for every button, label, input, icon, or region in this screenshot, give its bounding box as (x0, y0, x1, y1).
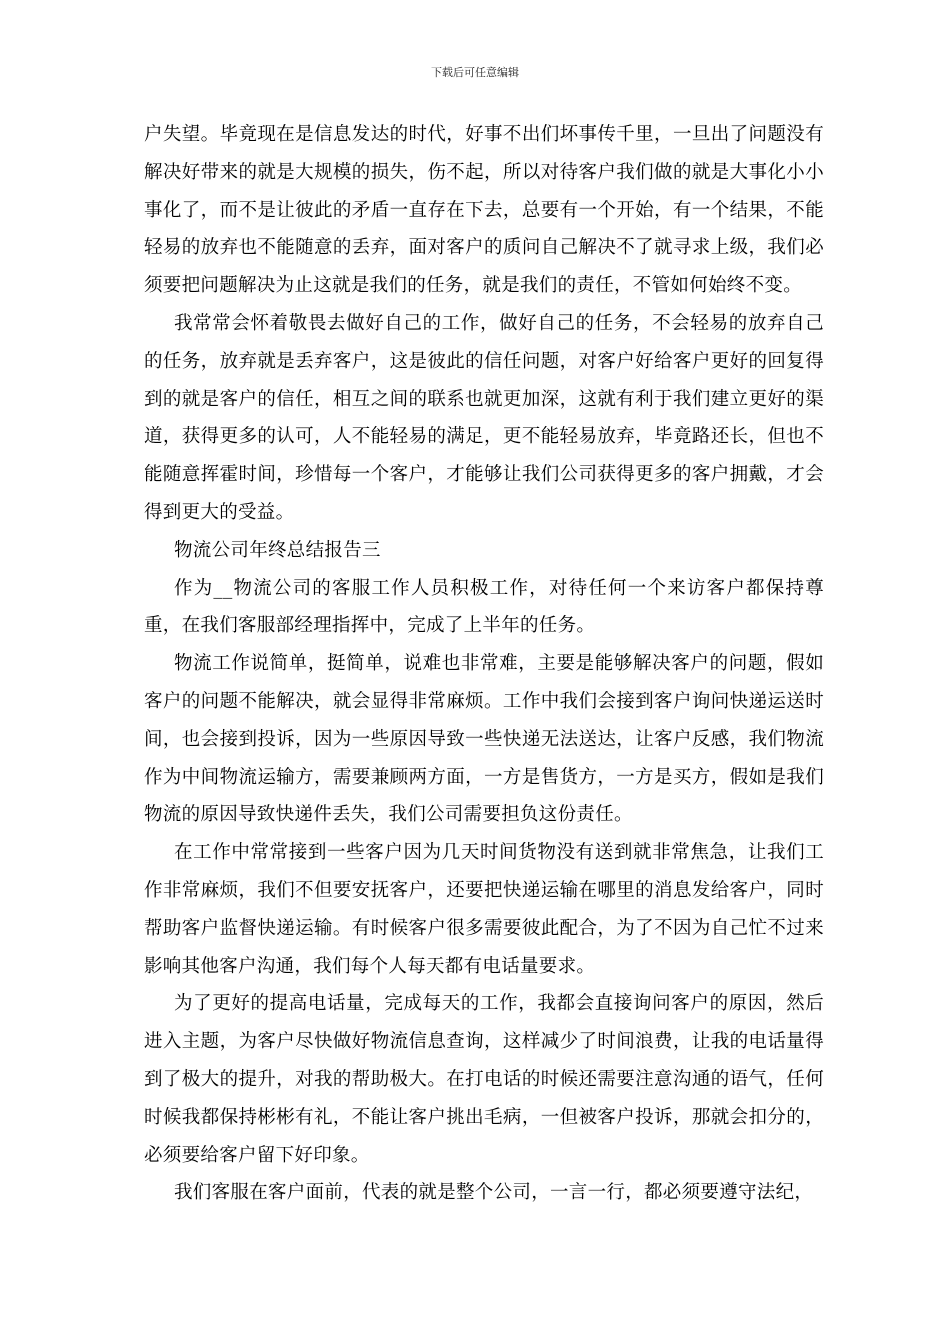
paragraph-7: 我们客服在客户面前，代表的就是整个公司，一言一行，都必须要遵守法纪， (174, 1182, 814, 1204)
paragraph-2: 我常常会怀着敬畏去做好自己的工作，做好自己的任务，不会轻易的放弃自己的任务，放弃就是丢弃客户，这是彼此的信任问题，对客户好给客户更好的回复得到的就是客户的信任，相互之间的联系也就更加深，这就有利于我们建立更好的渠道，获得更多的认可，人不能轻易的满足，更不能轻易放弃，毕竟路还长，但也不能随意挥霍时间，珍惜每一个客户，才能够让我们公司获得更多的客户拥戴，才会得到更大的受益。 (144, 312, 824, 523)
document-body (144, 116, 824, 1212)
paragraph-5: 在工作中常常接到一些客户因为几天时间货物没有送到就非常焦急，让我们工作非常麻烦，我们不但要安抚客户，还要把快递运输在哪里的消息发给客户，同时帮助客户监督快递运输。有时候客户很多需要彼此配合，为了不因为自己忙不过来影响其他客户沟通，我们每个人每天都有电话量要求。 (144, 842, 824, 977)
paragraph-6: 为了更好的提高电话量，完成每天的工作，我都会直接询问客户的原因，然后进入主题，为客户尽快做好物流信息查询，这样减少了时间浪费，让我的电话量得到了极大的提升，对我的帮助极大。在打电话的时候还需要注意沟通的语气，任何时候我都保持彬彬有礼，不能让客户挑出毛病，一但被客户投诉，那就会扣分的，必须要给客户留下好印象。 (144, 993, 824, 1166)
section-heading: 物流公司年终总结报告三 (174, 539, 381, 561)
page-header: 下载后可任意编辑 (431, 66, 519, 79)
paragraph-3: 作为__物流公司的客服工作人员积极工作，对待任何一个来访客户都保持尊重，在我们客服部经理指挥中，完成了上半年的任务。 (144, 577, 824, 637)
paragraph-4: 物流工作说简单，挺简单，说难也非常难，主要是能够解决客户的问题，假如客户的问题不能解决，就会显得非常麻烦。工作中我们会接到客户询问快递运送时间，也会接到投诉，因为一些原因导致一些快递无法送达，让客户反感，我们物流作为中间物流运输方，需要兼顾两方面，一方是售货方，一方是买方，假如是我们物流的原因导致快递件丢失，我们公司需要担负这份责任。 (144, 653, 824, 826)
paragraph-1: 户失望。毕竟现在是信息发达的时代，好事不出们坏事传千里，一旦出了问题没有解决好带来的就是大规模的损失，伤不起，所以对待客户我们做的就是大事化小小事化了，而不是让彼此的矛盾一直存在下去，总要有一个开始，有一个结果，不能轻易的放弃也不能随意的丢弃，面对客户的质问自己解决不了就寻求上级，我们必须要把问题解决为止这就是我们的任务，就是我们的责任，不管如何始终不变。 (144, 124, 824, 297)
